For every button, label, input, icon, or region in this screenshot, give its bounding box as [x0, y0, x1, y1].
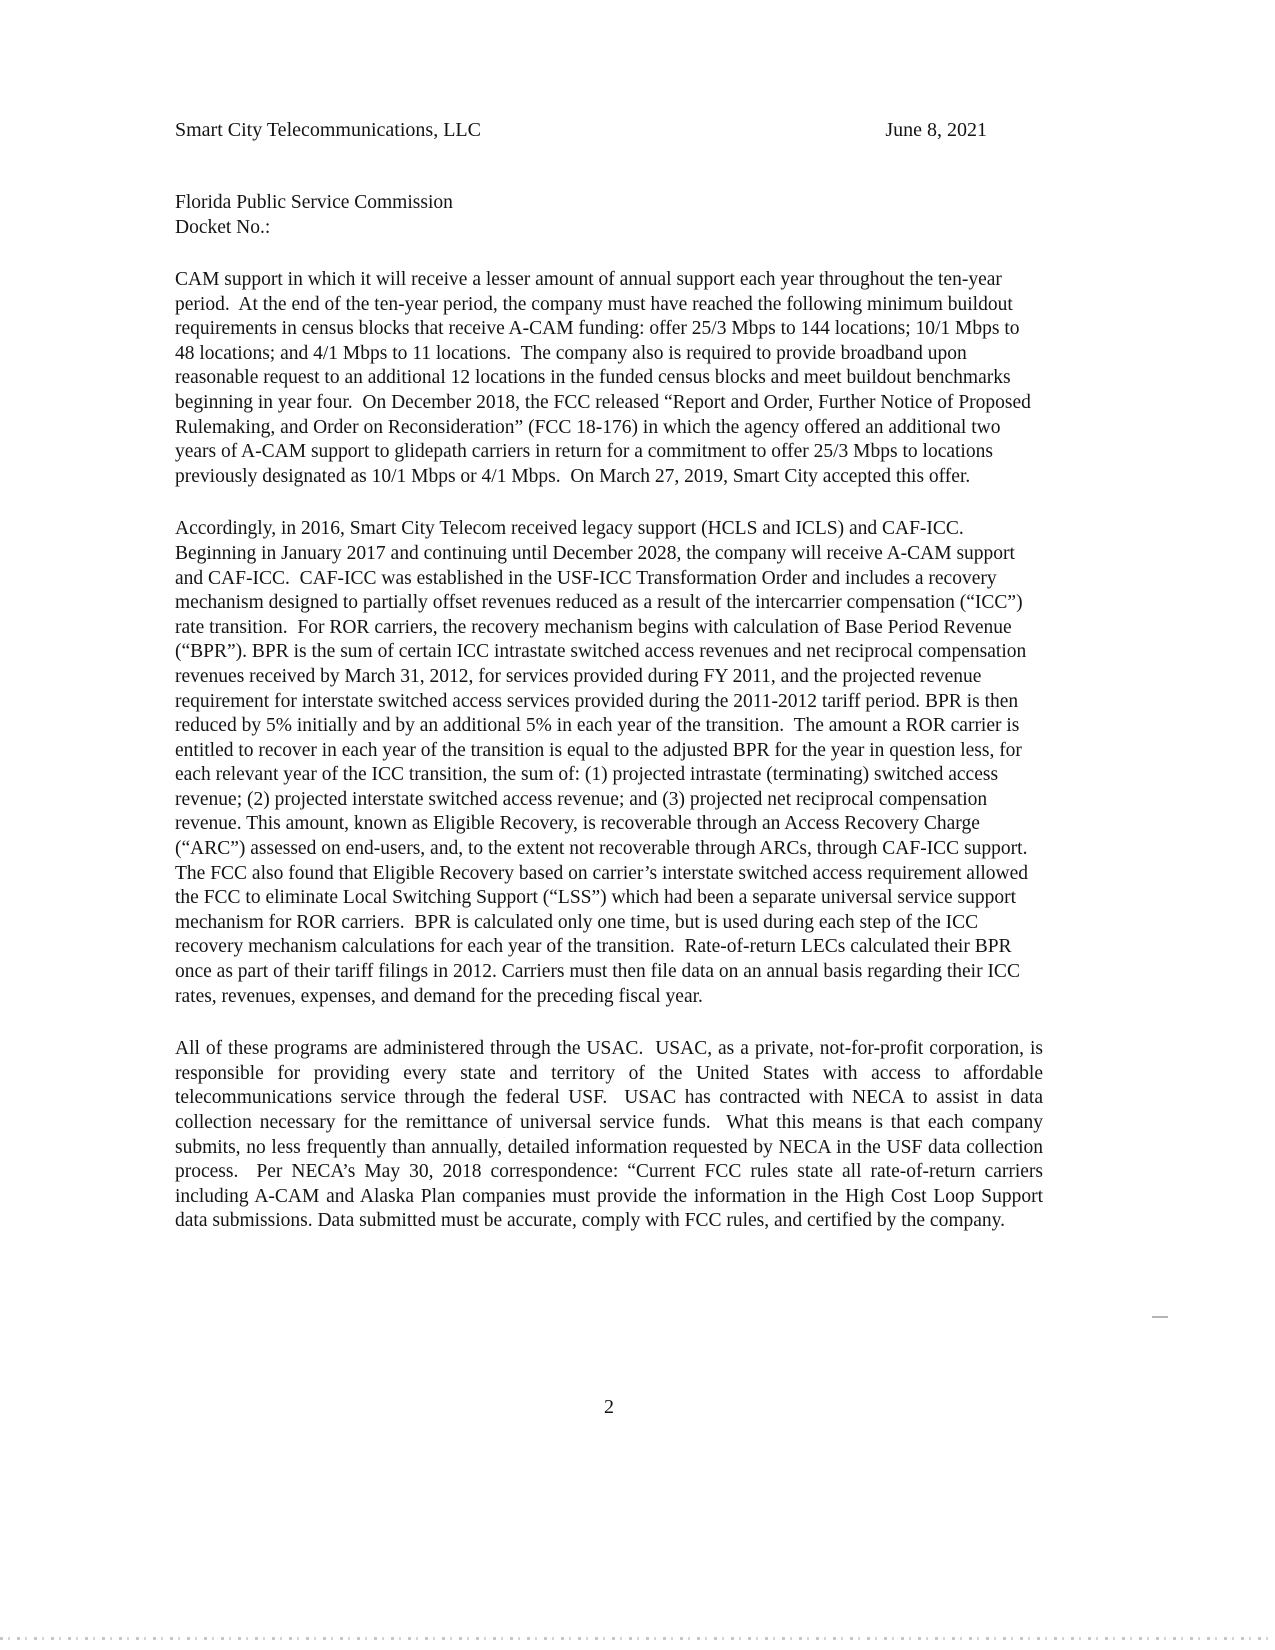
letter-date: June 8, 2021: [885, 119, 987, 141]
letter-content: [175, 118, 1048, 1234]
scanner-artifact-line: [0, 1637, 1275, 1640]
recipient-block: [175, 191, 1043, 240]
company-name: Smart City Telecommunications, LLC: [175, 119, 481, 141]
recipient-commission: Florida Public Service Commission: [175, 192, 453, 213]
letterhead-row: [175, 118, 987, 142]
docket-number-line: Docket No.:: [175, 216, 271, 238]
paragraph-acam-support: CAM support in which it will receive a lesser amount of annual support each year throughout the ten-year period. At the end of the ten-year period, the company must have reached the following minimum buildout requirements in census blocks that receive A-CAM funding: offer 25/3 Mbps to 144 locations; 10/1 Mbps to 48 locations; and 4/1 Mbps to 11 locations. The company also is required to provide broadband upon reasonable request to an additional 12 locations in the funded census blocks and meet buildout benchmarks beginning in year four. On December 2018, the FCC released “Report and Order, Further Notice of Proposed Rulemaking, and Order on Reconsideration” (FCC 18-176) in which the agency offered an additional two years of A-CAM support to glidepath carriers in return for a commitment to offer 25/3 Mbps to locations previously designated as 10/1 Mbps or 4/1 Mbps. On March 27, 2019, Smart City accepted this offer.: [175, 269, 1036, 487]
paragraph-usac-neca: All of these programs are administered through the USAC. USAC, as a private, not-for-profit corporation, is responsible for providing every state and territory of the United States with access to affordable telecommunications service through the federal USF. USAC has contracted with NECA to assist in data collection necessary for the remittance of universal service funds. What this means is that each company submits, no less frequently than annually, detailed information requested by NECA in the USF data collection process. Per NECA’s May 30, 2018 correspondence: “Current FCC rules state all rate-of-return carriers including A-CAM and Alaska Plan companies must provide the information in the High Cost Loop Support data submissions. Data submitted must be accurate, comply with FCC rules, and certified by the company.: [175, 1038, 1048, 1232]
page-number: 2: [604, 1396, 614, 1418]
paragraph-legacy-support-bpr: Accordingly, in 2016, Smart City Telecom received legacy support (HCLS and ICLS) and CAF-ICC. Beginning in January 2017 and continuing until December 2028, the company will receive A-CAM support and CAF-ICC. CAF-ICC was established in the USF-ICC Transformation Order and includes a recovery mechanism designed to partially offset revenues reduced as a result of the intercarrier compensation (“ICC”) rate transition. For ROR carriers, the recovery mechanism begins with calculation of Base Period Revenue (“BPR”). BPR is the sum of certain ICC intrastate switched access revenues and net reciprocal compensation revenues received by March 31, 2012, for services provided during FY 2011, and the projected revenue requirement for interstate switched access services provided during the 2011-2012 tariff period. BPR is then reduced by 5% initially and by an additional 5% in each year of the transition. The amount a ROR carrier is entitled to recover in each year of the transition is equal to the adjusted BPR for the year in question less, for each relevant year of the ICC transition, the sum of: (1) projected intrastate (terminating) switched access revenue; (2) projected interstate switched access revenue; and (3) projected net reciprocal compensation revenue. This amount, known as Eligible Recovery, is recoverable through an Access Recovery Charge (“ARC”) assessed on end-users, and, to the extent not recoverable through ARCs, through CAF-ICC support. The FCC also found that Eligible Recovery based on carrier’s interstate switched access requirement allowed the FCC to eliminate Local Switching Support (“LSS”) which had been a separate universal service support mechanism for ROR carriers. BPR is calculated only one time, but is used during each step of the ICC recovery mechanism calculations for each year of the transition. Rate-of-return LECs calculated their BPR once as part of their tariff filings in 2012. Carriers must then file data on an annual basis regarding their ICC rates, revenues, expenses, and demand for the preceding fiscal year.: [175, 518, 1033, 1007]
scanner-artifact-dash: [1152, 1316, 1168, 1318]
